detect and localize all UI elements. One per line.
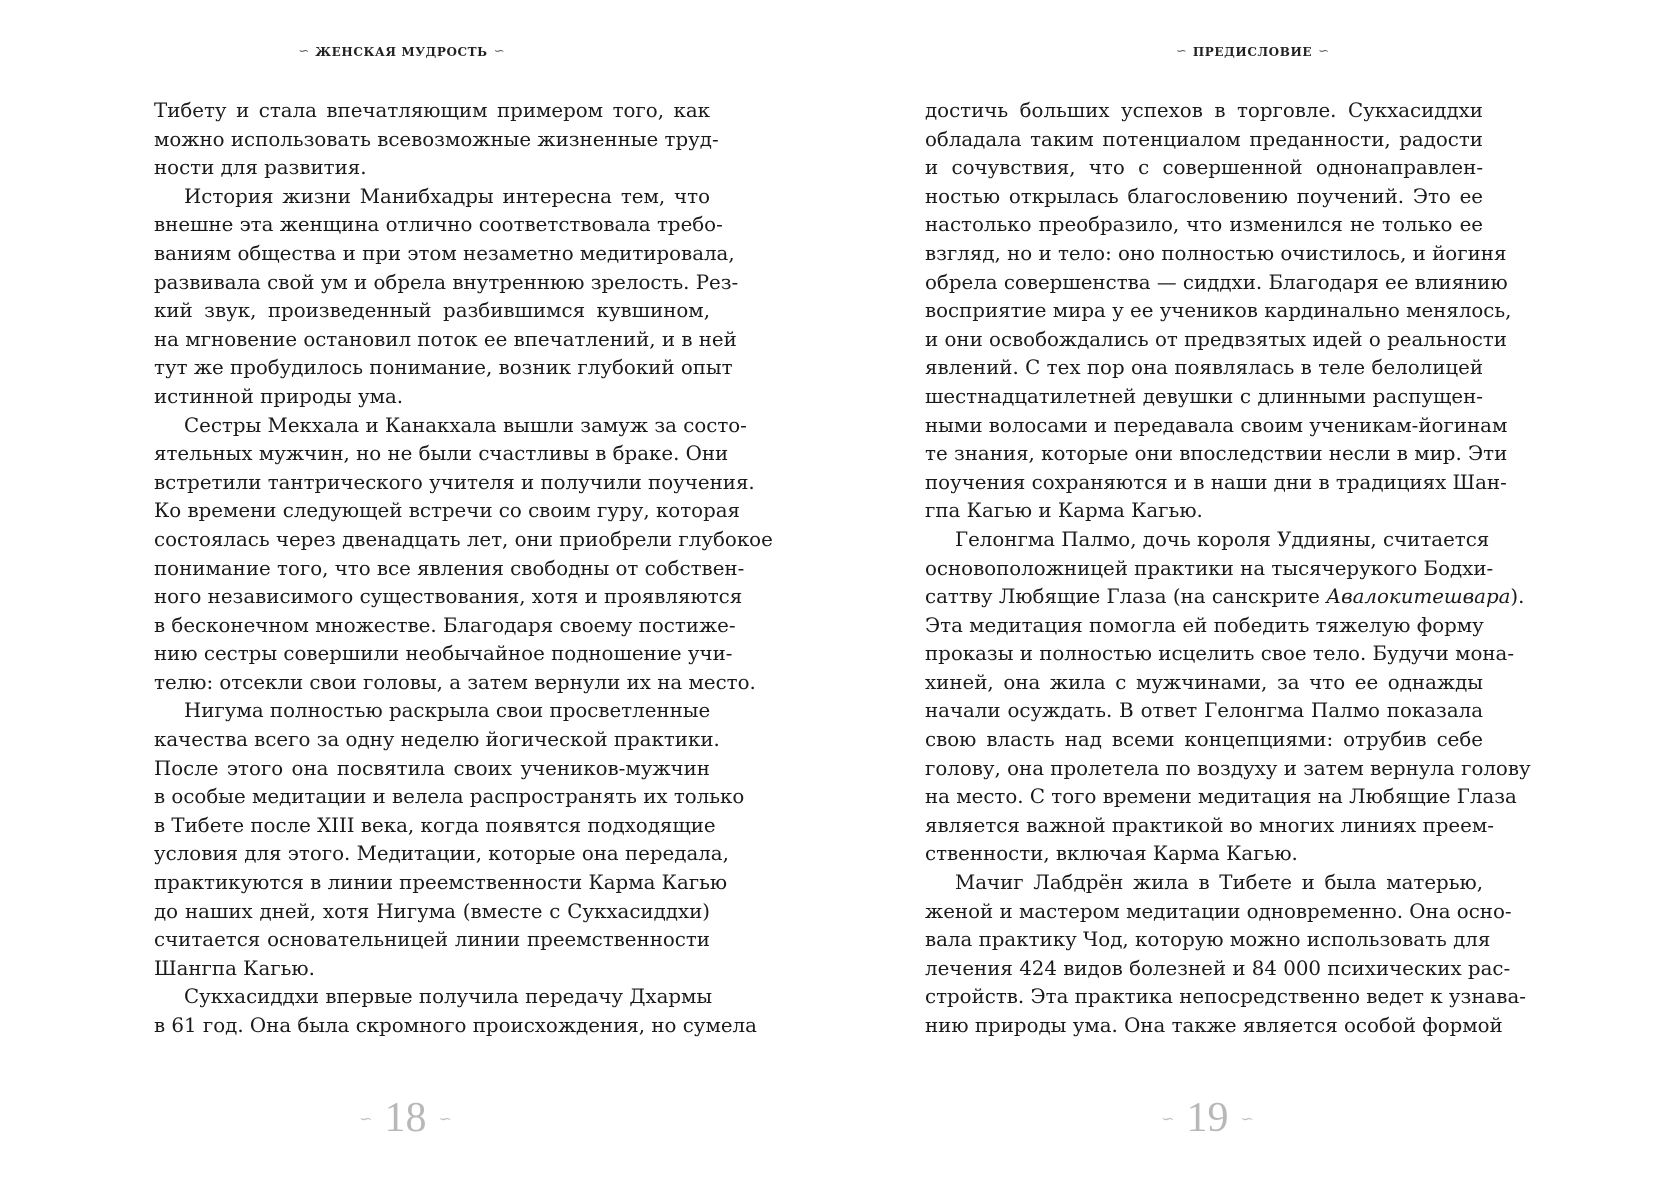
- text-line: истинной природы ума.: [154, 384, 404, 408]
- text-line: в 61 год. Она была скромного происхождения, но сумела: [154, 1014, 757, 1037]
- ornament-icon: ∽: [493, 44, 505, 59]
- paragraph: [154, 412, 773, 698]
- ornament-icon: ∽: [438, 1108, 452, 1128]
- paragraph: [154, 697, 745, 983]
- page-number: 19: [1186, 1095, 1229, 1141]
- text-line: основоположницей практики на тысячерукого Бодхи-: [925, 556, 1494, 580]
- text-line: женой и мастером медитации одновременно. Она осно-: [925, 899, 1512, 923]
- ornament-icon: ∽: [298, 44, 310, 59]
- body-text-right: [925, 97, 1531, 1041]
- text-line: условия для этого. Медитации, которые она передала,: [154, 842, 729, 866]
- text-line: Тибету и стала впечатляющим примером того, как: [154, 99, 710, 122]
- text-line: качества всего за одну неделю йогической практики.: [154, 728, 720, 752]
- paragraph: [925, 97, 1512, 526]
- text-line: в бесконечном множестве. Благодаря своему постиже-: [154, 613, 736, 637]
- text-line: Мачиг Лабдрён жила в Тибете и была матерью,: [955, 871, 1483, 895]
- page-number: 18: [384, 1095, 427, 1141]
- text-line: считается основательницей линии преемственности: [154, 928, 710, 952]
- running-head-right: [839, 44, 1666, 59]
- paragraph: [154, 183, 739, 412]
- text-line: нию природы ума. Она также является особой формой: [925, 1014, 1503, 1037]
- text-line: голову, она пролетела по воздуху и затем вернула голову: [925, 756, 1531, 780]
- paragraph: [154, 983, 757, 1040]
- text-line: практикуются в линии преемственности Карма Кагью: [154, 871, 728, 895]
- text-line: ваниям общества и при этом незаметно медитировала,: [154, 241, 735, 265]
- body-text-left: [154, 97, 773, 1041]
- text-line: достичь больших успехов в торговле. Сукхасиддхи: [925, 99, 1483, 122]
- text-line: Сукхасиддхи впервые получила передачу Дхармы: [184, 985, 713, 1009]
- text-line: ностью открылась благословению поучений. Это ее: [925, 184, 1483, 208]
- text-line: гпа Кагью и Карма Кагью.: [925, 499, 1203, 523]
- text-line: стройств. Эта практика непосредственно ведет к узнава-: [925, 985, 1526, 1009]
- text-line: обрела совершенства — сиддхи. Благодаря ее влиянию: [925, 270, 1508, 294]
- running-head-title: ПРЕДИСЛОВИЕ: [1192, 44, 1313, 59]
- text-line: и они освобождались от предвзятых идей о реальности: [925, 327, 1507, 351]
- paragraph: [925, 526, 1531, 869]
- text-line: ственности, включая Карма Кагью.: [925, 842, 1298, 866]
- ornament-icon: ∽: [1318, 44, 1330, 59]
- text-line: Гелонгма Палмо, дочь короля Уддияны, считается: [955, 527, 1490, 551]
- text-line: свою власть над всеми концепциями: отрубив себе: [925, 728, 1483, 752]
- text-line: История жизни Манибхадры интересна тем, что: [184, 184, 710, 208]
- right-page: [827, 0, 1654, 1181]
- text-line: внешне эта женщина отлично соответствовала требо-: [154, 213, 723, 237]
- text-line: Нигума полностью раскрыла свои просветленные: [184, 699, 711, 723]
- text-line: Ко времени следующей встречи со своим гуру, которая: [154, 499, 741, 523]
- text-line: нию сестры совершили необычайное подношение учи-: [154, 642, 733, 666]
- text-line: вала практику Чод, которую можно использовать для: [925, 928, 1491, 952]
- text-line: саттву Любящие Глаза (на санскрите Авалокитешвара).: [925, 585, 1525, 609]
- text-line: понимание того, что все явления свободны от собствен-: [154, 556, 745, 580]
- page-number-left: [0, 1094, 819, 1142]
- text-line: ятельных мужчин, но не были счастливы в браке. Они: [154, 442, 729, 466]
- text-line: явлений. С тех пор она появлялась в теле белолицей: [925, 356, 1483, 380]
- text-line: телю: отсекли свои головы, а затем вернули их на место.: [154, 670, 756, 694]
- text-line: до наших дней, хотя Нигума (вместе с Сукхасиддхи): [154, 899, 710, 923]
- ornament-icon: ∽: [1161, 1108, 1175, 1128]
- text-line: восприятие мира у ее учеников кардинально менялось,: [925, 299, 1512, 323]
- text-line: и сочувствия, что с совершенной однонаправлен-: [925, 156, 1483, 180]
- text-line: можно использовать всевозможные жизненные труд-: [154, 127, 719, 151]
- text-line: состоялась через двенадцать лет, они приобрели глубокое: [154, 527, 773, 551]
- text-line: на место. С того времени медитация на Любящие Глаза: [925, 785, 1517, 809]
- left-page: [0, 0, 827, 1181]
- paragraph: [925, 869, 1526, 1041]
- text-line: кий звук, произведенный разбившимся кувшином,: [154, 299, 710, 323]
- text-line: хиней, она жила с мужчинами, за что ее однажды: [925, 670, 1483, 694]
- text-line: Шангпа Кагью.: [154, 956, 315, 980]
- text-line: лечения 424 видов болезней и 84 000 психических рас-: [925, 956, 1511, 980]
- text-line: начали осуждать. В ответ Гелонгма Палмо показала: [925, 699, 1483, 723]
- text-line: те знания, которые они впоследствии несли в мир. Эти: [925, 442, 1508, 466]
- text-line: в особые медитации и велела распространять их только: [154, 785, 745, 809]
- text-line: проказы и полностью исцелить свое тело. Будучи мона-: [925, 642, 1515, 666]
- text-line: После этого она посвятила своих учеников-мужчин: [154, 756, 710, 780]
- text-line: настолько преобразило, что изменился не только ее: [925, 213, 1483, 237]
- text-line: Эта медитация помогла ей победить тяжелую форму: [925, 613, 1484, 637]
- text-line: ными волосами и передавала своим ученикам-йогинам: [925, 413, 1508, 437]
- paragraph: [154, 97, 719, 183]
- text-line: Сестры Мекхала и Канакхала вышли замуж за состо-: [184, 413, 747, 437]
- text-line: развивала свой ум и обрела внутреннюю зрелость. Рез-: [154, 270, 739, 294]
- text-line: встретили тантрического учителя и получили поучения.: [154, 470, 755, 494]
- text-line: обладала таким потенциалом преданности, радости: [925, 127, 1483, 151]
- ornament-icon: ∽: [1240, 1108, 1254, 1128]
- ornament-icon: ∽: [359, 1108, 373, 1128]
- text-line: шестнадцатилетней девушки с длинными распущен-: [925, 384, 1483, 408]
- ornament-icon: ∽: [1175, 44, 1187, 59]
- text-line: поучения сохраняются и в наши дни в традициях Шан-: [925, 470, 1507, 494]
- text-line: в Тибете после XIII века, когда появятся подходящие: [154, 813, 716, 837]
- running-head-left: [0, 44, 815, 59]
- page-number-right: [794, 1094, 1621, 1142]
- text-line: является важной практикой во многих линиях преем-: [925, 813, 1494, 837]
- running-head-title: ЖЕНСКАЯ МУДРОСТЬ: [315, 44, 488, 59]
- text-line: тут же пробудилось понимание, возник глубокий опыт: [154, 356, 733, 380]
- text-line: на мгновение остановил поток ее впечатлений, и в ней: [154, 327, 737, 351]
- text-line: ного независимого существования, хотя и проявляются: [154, 585, 743, 609]
- text-line: ности для развития.: [154, 156, 367, 180]
- text-line: взгляд, но и тело: оно полностью очистилось, и йогиня: [925, 241, 1507, 265]
